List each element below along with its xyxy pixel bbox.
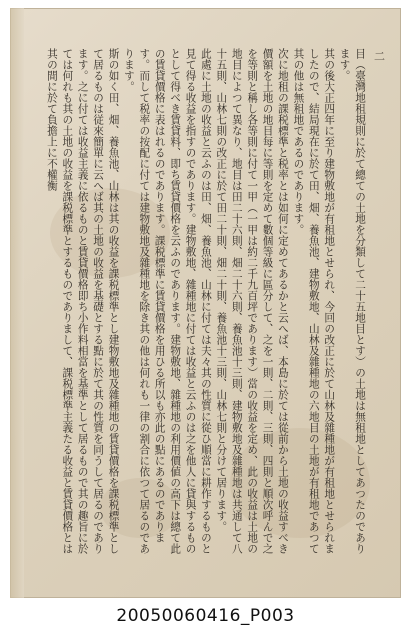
document-page bbox=[10, 8, 401, 598]
paragraph: 其の後大正四年に至り建物敷地が有租地とせられ、今回の改正に於て山林及雜種地が有租地とせられましたので、結局現在に於て田、畑、養魚池、建物敷地、山林及雜種地の六地目の土地が有租地であつて其の他は無租地であるのであります。 bbox=[292, 48, 336, 554]
vertical-text-body bbox=[37, 48, 367, 560]
paragraph: 次に地租の課税標準と税率とは如何に定めてあるかと云へば、本島に於ては從前から土地の收益すべき價額を土地の地目每に等則を定めて數個等級に區分して、之を一則、二則、三則、四則と順次呼んで之を等則と稱し各等則に付て一甲（一甲は約二千九百坪であります）當の收益を定め、此の收益は土地の地目によつて異なり、地目は田二十六則、畑二十六則、養魚池十三則、建物敷地及雜種地は共通して八十五則、山林七則の改正に於て田二十則、畑二十則、養魚池十三則、山林七則と分けて居ります。 bbox=[215, 48, 289, 554]
archive-id-caption: 20050060416_P003 bbox=[116, 606, 295, 626]
paragraph: 目（臺灣地租規則に於て總ての土地を分類して二十五地目とす）の土地は無租地としてあつたのであります。 bbox=[338, 48, 366, 554]
paragraph: 此處に土地の收益と云ふのは田、畑、養魚池、山林に付ては夫々其の性質に從ひ順當に耕作するものと見て得る收益を指すのであります。建物敷地、雜種地に付ては收益と云ふのは之を他人に貸與するものとして得べき賃貸料、即ち賃貸價格を云ふのであります。建物敷地、雜種地の利用價値の高下は總て此の賃貸價格に表はれるのであります。課税標準に賃貸價格を用ひる所以も亦此の點にあるのであります。而して税率の按配に付ては建物敷地及雜種地を除き其の他は何れも一律の割合に依つて居るのであります。 bbox=[122, 48, 212, 554]
paragraph: 斯の如く田、畑、養魚池、山林は其の收益を課税標準とし建物敷地及雜種地の賃貸價格を課税標準として居るものは従來簡單に云へば其の土地の收益を基礎とする點に於て其の性質を同うして居るのであります。之に付ては收益主義に依るものと賃貸價格即ち小作料相當を基準として居るもので其の趣旨に於ては何れも其の土地の收益を課税標準とするものでありまして、課税標準主義たる收益と賃貸價格とは其の間に於て負擔上に不權衡 bbox=[45, 48, 120, 554]
page-number: 二 bbox=[374, 50, 385, 63]
